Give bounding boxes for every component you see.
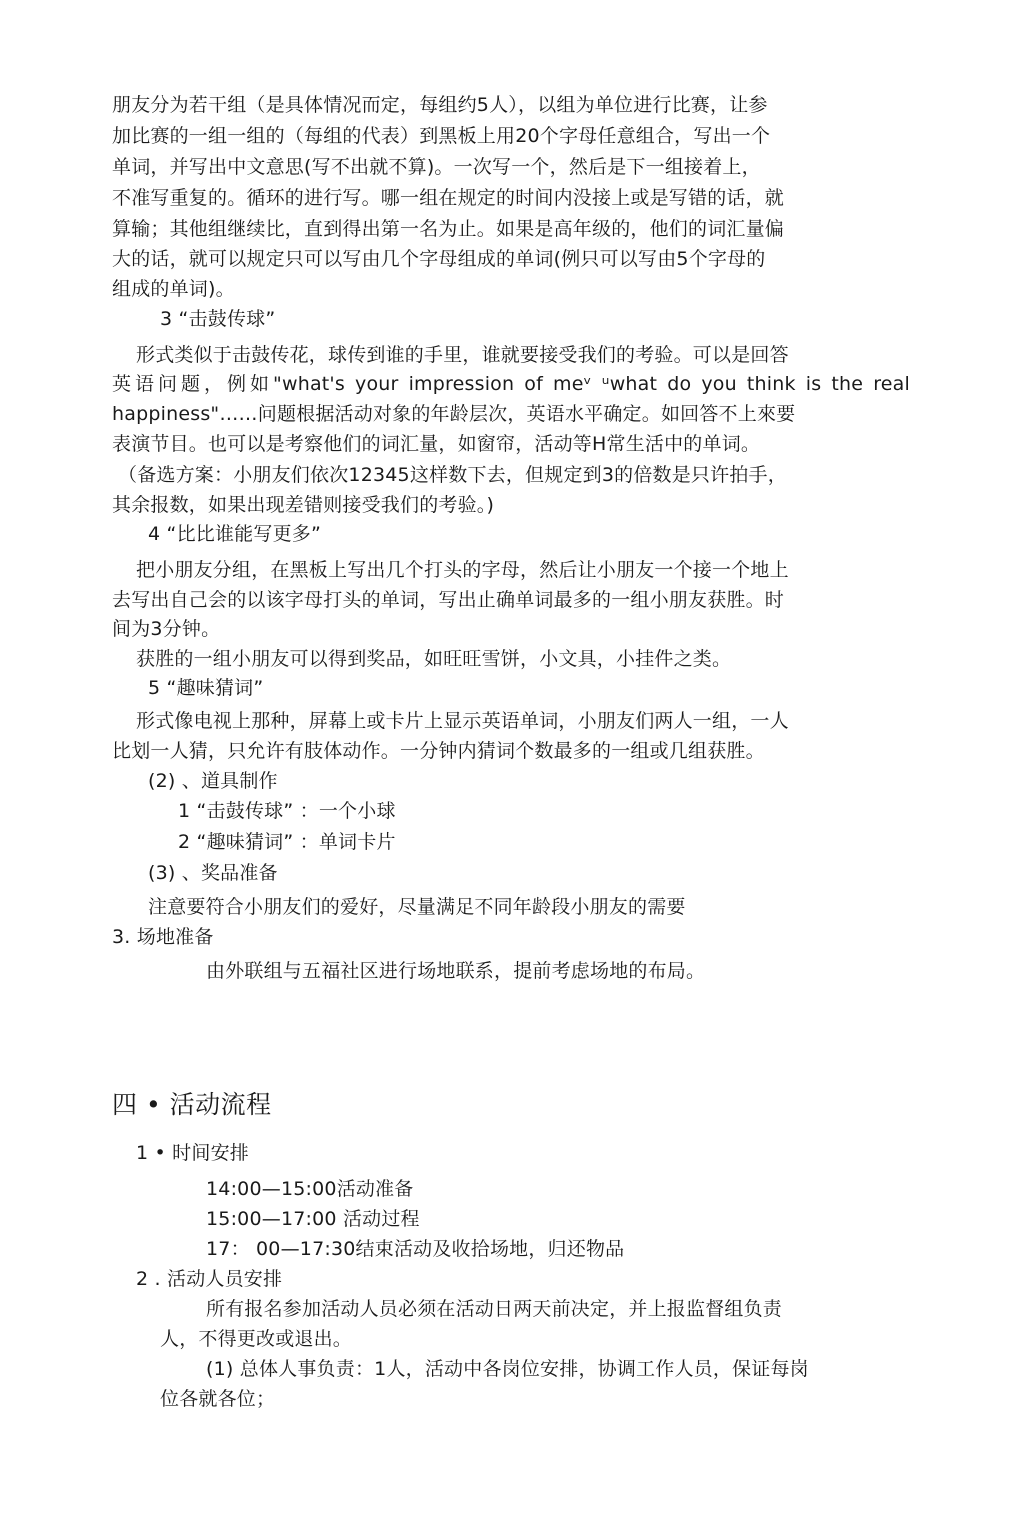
staff-line-3: (1) 总体人事负责：1人，活动中各岗位安排，协调工作人员，保证每岗 [206, 1358, 809, 1380]
prizes-text: 注意要符合小朋友们的爱好，尽量满足不同年龄段小朋友的需要 [148, 896, 686, 918]
schedule-item-2: 15:00—17:00 活动过程 [206, 1208, 420, 1230]
staff-line-1: 所有报名参加活动人员必须在活动日两天前决定，并上报监督组负责 [206, 1298, 783, 1320]
game5-line-2: 比划一人猜，只允许有肢体动作。一分钟内猜词个数最多的一组或几组获胜。 [112, 740, 765, 762]
group-game-line-3: 单词，并写出中文意思(写不出就不算)。一次写一个，然后是下一组接着上， [112, 156, 761, 178]
game3-line-5: （备选方案：小朋友们依次12345这样数下去，但规定到3的倍数是只许拍手， [118, 464, 787, 486]
props-item-2: 2 “趣味猜词” ：单词卡片 [178, 831, 396, 853]
game4-line-3: 间为3分钟。 [112, 618, 221, 640]
game4-line-1: 把小朋友分组，在黑板上写出几个打头的字母，然后让小朋友一个接一个地上 [136, 559, 789, 581]
venue-heading: 3. 场地准备 [112, 926, 214, 948]
game3-line-3: happiness"……问题根据活动对象的年龄层次，英语水平确定。如回答不上來要 [112, 403, 796, 425]
schedule-item-3: 17： 00—17:30结束活动及收拾场地，归还物品 [206, 1238, 625, 1260]
game4-heading: 4 “比比谁能写更多” [148, 523, 322, 545]
staff-line-4: 位各就各位； [160, 1388, 276, 1410]
game4-line-4: 获胜的一组小朋友可以得到奖品，如旺旺雪饼，小文具，小挂件之类。 [136, 648, 732, 670]
props-item-1: 1 “击鼓传球” ：一个小球 [178, 800, 396, 822]
staff-heading: 2 . 活动人员安排 [136, 1268, 283, 1290]
game3-line-4: 表演节目。也可以是考察他们的词汇量，如窗帘，活动等H常生活中的单词。 [112, 433, 761, 455]
game4-line-2: 去写出自己会的以该字母打头的单词，写出止确单词最多的一组小朋友获胜。时 [112, 589, 785, 611]
group-game-line-1: 朋友分为若干组（是具体情况而定，每组约5人），以组为单位进行比赛，让参 [112, 94, 768, 116]
game5-heading: 5 “趣味猜词” [148, 677, 264, 699]
game3-line-1: 形式类似于击鼓传花，球传到谁的手里，谁就要接受我们的考验。可以是回答 [136, 344, 789, 366]
schedule-item-1: 14:00—15:00活动准备 [206, 1178, 414, 1200]
schedule-heading: 1 • 时间安排 [136, 1142, 249, 1164]
game3-line-2: 英语问题，例如"what's your impression of meᵛ ᵘwhat do you think is the real [112, 373, 910, 395]
prizes-heading: (3) 、奖品准备 [148, 862, 278, 884]
game3-heading: 3 “击鼓传球” [160, 308, 276, 330]
game5-line-1: 形式像电视上那种，屏幕上或卡片上显示英语单词，小朋友们两人一组，一人 [136, 710, 789, 732]
game3-line-6: 其余报数，如果出现差错则接受我们的考验。) [112, 494, 495, 516]
group-game-line-2: 加比赛的一组一组的（每组的代表）到黑板上用20个字母任意组合，写出一个 [112, 125, 771, 147]
section-four-title: 四 • 活动流程 [112, 1090, 272, 1119]
props-heading: (2) 、道具制作 [148, 770, 278, 792]
group-game-line-6: 大的话，就可以规定只可以写由几个字母组成的单词(例只可以写由5个字母的 [112, 248, 766, 270]
staff-line-2: 人，不得更改或退出。 [160, 1328, 353, 1350]
venue-text: 由外联组与五福社区进行场地联系，提前考虑场地的布局。 [206, 960, 706, 982]
group-game-line-7: 组成的单词)。 [112, 278, 235, 300]
group-game-line-4: 不准写重复的。循环的进行写。哪一组在规定的时间内没接上或是写错的话，就 [112, 187, 785, 209]
group-game-line-5: 算输；其他组继续比，直到得出第一名为止。如果是高年级的，他们的词汇量偏 [112, 218, 785, 240]
